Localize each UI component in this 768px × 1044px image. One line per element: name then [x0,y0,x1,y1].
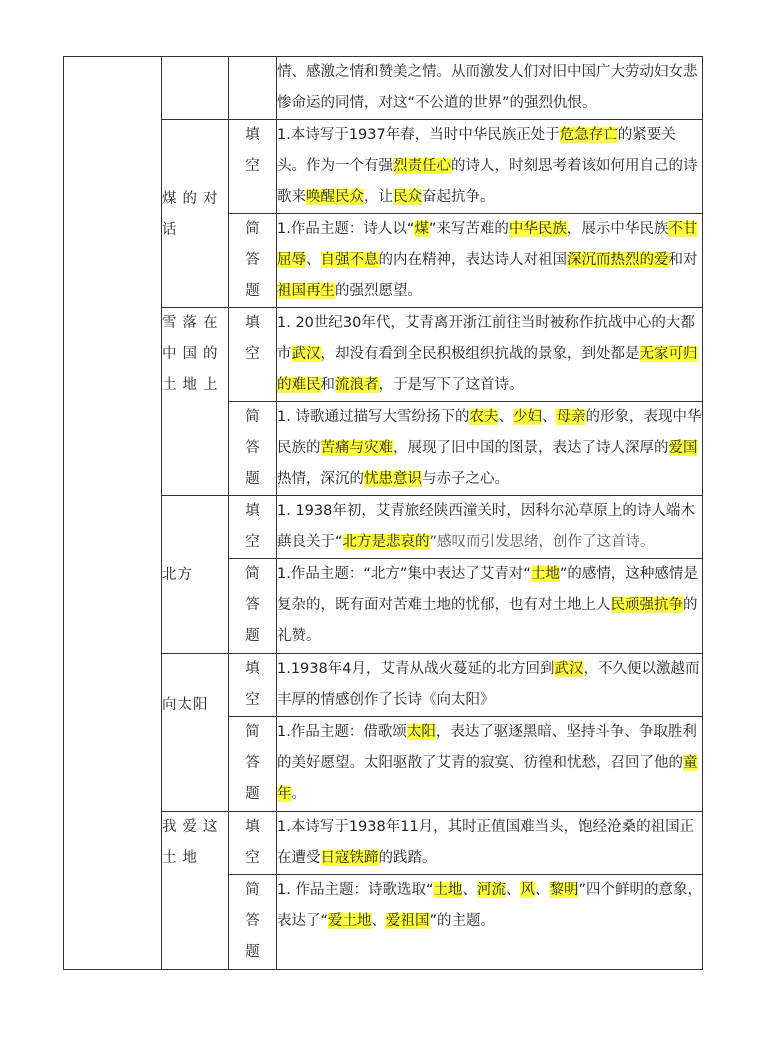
poem-title: 煤的对话 [162,120,229,308]
content-cell: 1.作品主题：诗人以“煤”来写苦难的中华民族，展示中华民族不甘屈辱、自强不息的内在精神，表达诗人对祖国深沉而热烈的爱和对祖国再生的强烈愿望。 [277,214,703,308]
type-label-fill: 填空 [229,308,277,402]
type-cell-empty [229,57,277,120]
content-cell: 情、感激之情和赞美之情。从而激发人们对旧中国广大劳动妇女悲惨命运的同情，对这“不公道的世界”的强烈仇恨。 [277,57,703,120]
content-cell: 1. 1938年初，艾青旅经陕西潼关时，因科尔沁草原上的诗人端木蕻良关于“北方是悲哀的”感叹而引发思绪，创作了这首诗。 [277,496,703,559]
table-row [64,57,703,120]
content-cell: 1.作品主题：“北方”集中表达了艾青对“土地”的感情，这种感情是复杂的，既有面对苦难土地的忧郁，也有对土地上人民顽强抗争的礼赞。 [277,559,703,654]
content-cell: 1.1938年4月，艾青从战火蔓延的北方回到武汉，不久便以激越而丰厚的情感创作了长诗《向太阳》 [277,654,703,717]
type-label-short: 简答题 [229,717,277,812]
poem-title: 我爱这土地 [162,812,229,970]
type-label-short: 简答题 [229,402,277,496]
content-cell: 1.本诗写于1937年春，当时中华民族正处于危急存亡的紧要关头。作为一个有强烈责任心的诗人，时刻思考着该如何用自己的诗歌来唤醒民众，让民众奋起抗争。 [277,120,703,214]
type-label-short: 简答题 [229,875,277,970]
notes-table [63,56,703,970]
poem-title: 北方 [162,496,229,654]
type-label-fill: 填空 [229,812,277,875]
content-cell: 1.本诗写于1938年11月，其时正值国难当头，饱经沧桑的祖国正在遭受日寇铁蹄的践踏。 [277,812,703,875]
type-label-fill: 填空 [229,654,277,717]
type-label-short: 简答题 [229,214,277,308]
content-cell: 1.作品主题：借歌颂太阳，表达了驱逐黑暗、坚持斗争、争取胜利的美好愿望。太阳驱散了艾青的寂寞、彷徨和忧愁，召回了他的童年。 [277,717,703,812]
poem-cell-empty [162,57,229,120]
left-empty-cell [64,57,162,970]
content-cell: 1. 诗歌通过描写大雪纷扬下的农夫、少妇、母亲的形象，表现中华民族的苦痛与灾难，展现了旧中国的图景，表达了诗人深厚的爱国热情，深沉的忧患意识与赤子之心。 [277,402,703,496]
poem-title: 雪落在中国的土地上 [162,308,229,496]
content-cell: 1. 作品主题：诗歌选取“土地、河流、风、黎明”四个鲜明的意象，表达了“爱土地、爱祖国”的主题。 [277,875,703,970]
type-label-short: 简答题 [229,559,277,654]
type-label-fill: 填空 [229,120,277,214]
content-cell: 1. 20世纪30年代，艾青离开浙江前往当时被称作抗战中心的大都市武汉，却没有看到全民积极组织抗战的景象，到处都是无家可归的难民和流浪者，于是写下了这首诗。 [277,308,703,402]
poem-title: 向太阳 [162,654,229,812]
type-label-fill: 填空 [229,496,277,559]
